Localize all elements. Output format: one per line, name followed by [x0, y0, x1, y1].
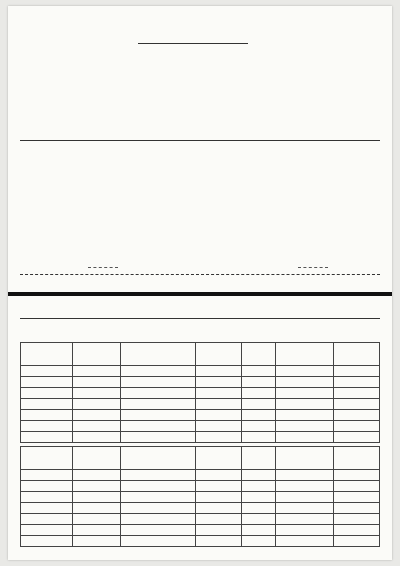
table-cell [21, 399, 73, 410]
table-cell [242, 399, 276, 410]
table-cell [334, 421, 380, 432]
table-cell [72, 432, 120, 443]
table-cell [72, 366, 120, 377]
table-cell [196, 421, 242, 432]
table-cell [72, 470, 120, 481]
table-cell [120, 514, 196, 525]
registration-document [8, 6, 392, 560]
table-cell [21, 410, 73, 421]
table-cell [334, 492, 380, 503]
column-header [242, 447, 276, 470]
table-cell [334, 388, 380, 399]
table-row [21, 503, 380, 514]
table-cell [334, 514, 380, 525]
table-cell [196, 536, 242, 547]
column-header [242, 343, 276, 366]
column-header [21, 447, 73, 470]
table-row [21, 388, 380, 399]
table-cell [242, 536, 276, 547]
table-cell [21, 492, 73, 503]
table-cell [242, 514, 276, 525]
table-cell [72, 399, 120, 410]
table-cell [196, 366, 242, 377]
table-cell [72, 492, 120, 503]
table-cell [334, 481, 380, 492]
column-header [276, 447, 334, 470]
table-cell [242, 481, 276, 492]
table-row [21, 421, 380, 432]
table-row [21, 514, 380, 525]
table-cell [21, 525, 73, 536]
table-cell [334, 377, 380, 388]
table-cell [196, 410, 242, 421]
table-cell [334, 503, 380, 514]
table-cell [242, 388, 276, 399]
table-cell [72, 481, 120, 492]
table-cell [334, 536, 380, 547]
table-cell [72, 514, 120, 525]
table-cell [242, 366, 276, 377]
table-cell [120, 492, 196, 503]
table-cell [334, 432, 380, 443]
table-cell [196, 514, 242, 525]
table-row [21, 366, 380, 377]
table-row [21, 410, 380, 421]
table-cell [242, 492, 276, 503]
table-cell [334, 525, 380, 536]
table-cell [276, 492, 334, 503]
table-cell [276, 503, 334, 514]
table-row [21, 481, 380, 492]
table-cell [21, 514, 73, 525]
table-cell [120, 421, 196, 432]
table-row [21, 492, 380, 503]
signature-owner [298, 255, 328, 268]
table-cell [120, 377, 196, 388]
table-cell [72, 421, 120, 432]
table-cell [242, 432, 276, 443]
table-row [21, 377, 380, 388]
table-cell [196, 492, 242, 503]
table-cell [21, 377, 73, 388]
registration-title-rule [138, 43, 248, 44]
table-row [21, 525, 380, 536]
table-cell [196, 525, 242, 536]
table-cell [196, 470, 242, 481]
column-header [72, 343, 120, 366]
table-cell [334, 470, 380, 481]
table-cell [21, 481, 73, 492]
table-cell [196, 503, 242, 514]
table-cell [120, 366, 196, 377]
table-cell [276, 536, 334, 547]
table-cell [21, 503, 73, 514]
table-cell [21, 536, 73, 547]
table-row [21, 470, 380, 481]
table-cell [276, 421, 334, 432]
column-header [276, 343, 334, 366]
table-cell [120, 432, 196, 443]
table-cell [276, 410, 334, 421]
table-cell [21, 470, 73, 481]
table-cell [120, 525, 196, 536]
table-cell [276, 470, 334, 481]
table-cell [334, 399, 380, 410]
table-cell [242, 503, 276, 514]
table-cell [120, 388, 196, 399]
table-cell [72, 410, 120, 421]
table-cell [196, 388, 242, 399]
table-cell [242, 410, 276, 421]
column-header [196, 447, 242, 470]
table-row [21, 432, 380, 443]
column-header [334, 447, 380, 470]
column-header [120, 447, 196, 470]
table-cell [120, 503, 196, 514]
table-cell [120, 536, 196, 547]
tax-divider [20, 318, 380, 319]
table-cell [276, 377, 334, 388]
table-cell [21, 432, 73, 443]
table-cell [276, 388, 334, 399]
table-cell [276, 525, 334, 536]
table-cell [72, 503, 120, 514]
table-cell [120, 481, 196, 492]
table-cell [120, 399, 196, 410]
table-cell [120, 470, 196, 481]
tax-continued-table [20, 446, 380, 547]
table-cell [120, 410, 196, 421]
table-cell [242, 525, 276, 536]
section-divider [20, 140, 380, 141]
table-cell [276, 514, 334, 525]
page-separator [8, 292, 392, 296]
column-header [334, 343, 380, 366]
column-header [120, 343, 196, 366]
table-cell [276, 366, 334, 377]
table-cell [196, 377, 242, 388]
table-cell [276, 399, 334, 410]
table-cell [21, 421, 73, 432]
column-header [21, 343, 73, 366]
table-cell [72, 525, 120, 536]
table-cell [72, 536, 120, 547]
table-row [21, 536, 380, 547]
table-cell [334, 410, 380, 421]
tax-header-row [21, 343, 380, 366]
table-cell [196, 399, 242, 410]
table-cell [334, 366, 380, 377]
tax-table [20, 342, 380, 443]
column-header [72, 447, 120, 470]
signature-line [20, 274, 380, 275]
table-cell [72, 388, 120, 399]
signature-registrar [88, 255, 118, 268]
table-cell [196, 481, 242, 492]
table-cell [242, 421, 276, 432]
table-row [21, 399, 380, 410]
column-header [196, 343, 242, 366]
table-cell [196, 432, 242, 443]
table-cell [242, 377, 276, 388]
table-cell [242, 470, 276, 481]
tax-header-row [21, 447, 380, 470]
table-cell [276, 481, 334, 492]
table-cell [276, 432, 334, 443]
table-cell [72, 377, 120, 388]
table-cell [21, 388, 73, 399]
table-cell [21, 366, 73, 377]
